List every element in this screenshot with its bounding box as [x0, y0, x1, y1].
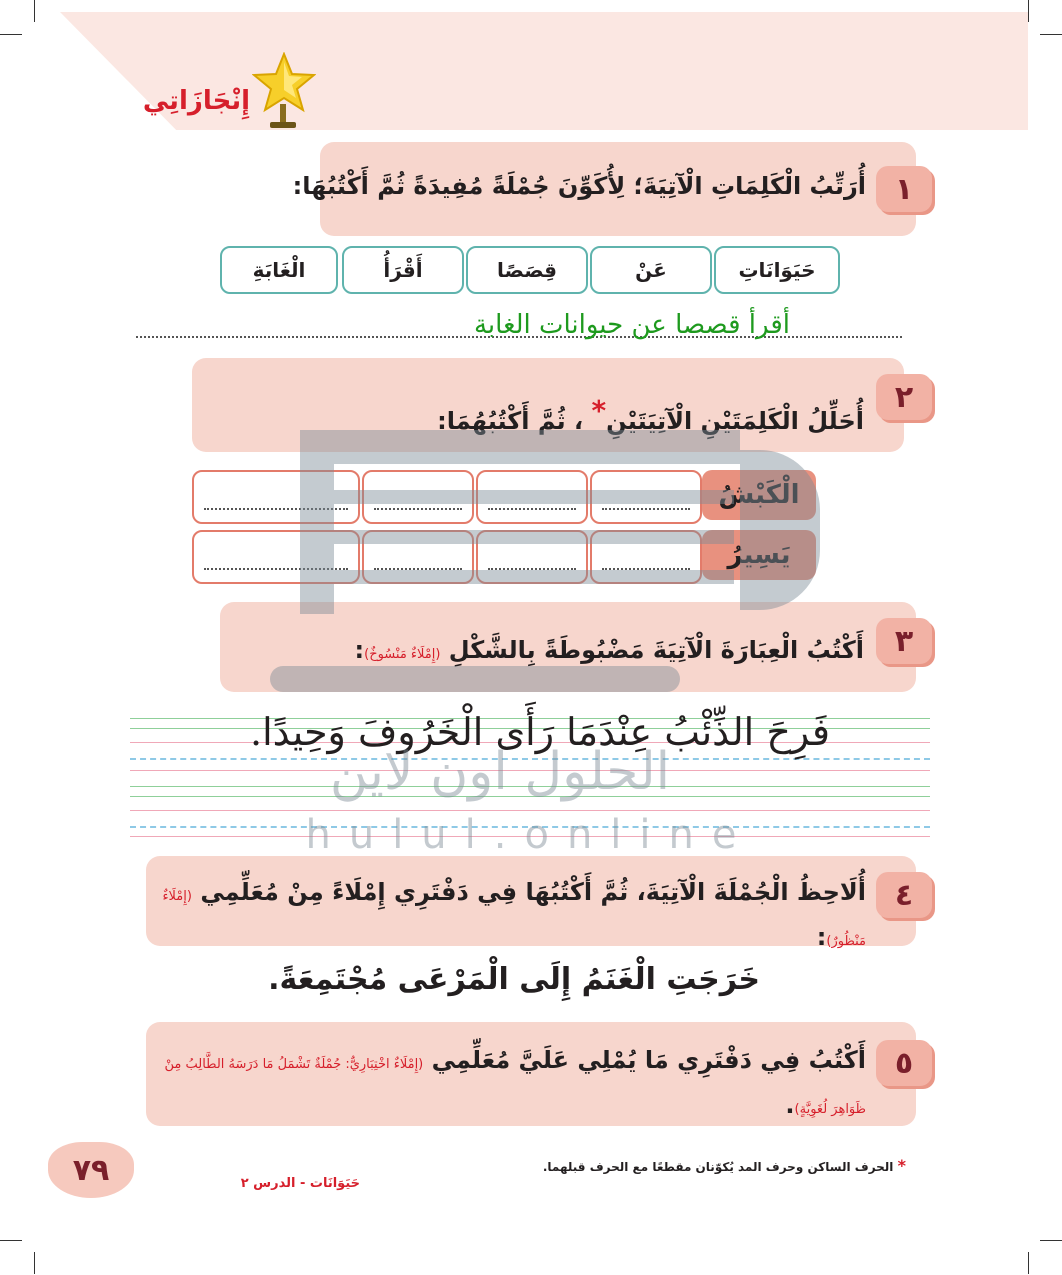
question-3-instruction [250, 636, 864, 664]
crop-mark [0, 34, 22, 35]
syllable-box[interactable] [476, 530, 588, 584]
syllable-box[interactable] [590, 530, 702, 584]
instruction-text: أُلَاحِظُ الْجُمْلَةَ الْآتِيَةَ، ثُمَّ أَكْتُبُهَا فِي دَفْتَرِي إِمْلَاءً مِنْ مُعَلِّمِي [200, 878, 866, 906]
footnote-star: * [591, 394, 607, 427]
syllable-box[interactable] [192, 470, 360, 524]
dictation-sentence: خَرَجَتِ الْغَنَمُ إِلَى الْمَرْعَى مُجْتَمِعَةً. [268, 962, 760, 997]
question-5-instruction [156, 1040, 866, 1130]
question-1-instruction: أُرَتِّبُ الْكَلِمَاتِ الْآتِيَةَ؛ لِأُكَوِّنَ جُمْلَةً مُفِيدَةً ثُمَّ أَكْتُبُهَا: [292, 172, 866, 200]
instruction-colon: : [354, 636, 365, 664]
footnote [420, 1156, 906, 1175]
word-to-split: يَسِيرُ [702, 530, 816, 580]
lesson-label: حَيَوَانَات - الدرس ٢ [240, 1176, 360, 1191]
question-number: ١ [876, 166, 932, 212]
word-card: أَقْرَأُ [342, 246, 464, 294]
instruction-text: أَكْتُبُ الْعِبَارَةَ الْآتِيَةَ مَضْبُوطَةً بِالشَّكْلِ [448, 636, 864, 664]
footnote-text: الحرف الساكن وحرف المد يُكوّنان مقطعًا مع الحرف قبلهما. [542, 1160, 894, 1174]
crop-mark [1040, 34, 1062, 35]
watermark-latin: hulul.online [305, 812, 755, 858]
question-number: ٢ [876, 374, 932, 420]
syllable-box[interactable] [362, 530, 474, 584]
crop-mark [1028, 0, 1029, 22]
word-card: الْغَابَةِ [220, 246, 338, 294]
instruction-end: . [785, 1091, 795, 1119]
instruction-colon: : [816, 923, 827, 951]
question-number: ٤ [876, 872, 932, 918]
dictation-type-note: (إِمْلَاءٌ مَنْسُوخٌ) [364, 647, 441, 662]
word-to-split: الْكَبْشُ [702, 470, 816, 520]
crop-mark [34, 0, 35, 22]
watermark-arabic: الحلول اون لاين [329, 742, 671, 802]
crop-mark [1040, 1240, 1062, 1241]
word-card: حَيَوَانَاتِ [714, 246, 840, 294]
dictation-type-note: (إِمْلَاءٌ اخْتِبَارِيٌّ: جُمْلَةٌ تَشْمَلُ مَا دَرَسَهُ الطَّالِبُ مِنْ ظَوَاهِرَ لُغَوِيَّةٍ) [164, 1057, 866, 1117]
crop-mark [1028, 1252, 1029, 1274]
question-2-instruction [330, 394, 864, 435]
handwritten-answer: أقرأ قصصا عن حيوانات الغابة [473, 310, 790, 340]
syllable-box[interactable] [192, 530, 360, 584]
syllable-box[interactable] [362, 470, 474, 524]
word-card: عَنْ [590, 246, 712, 294]
copy-sentence: فَرِحَ الذِّئْبُ عِنْدَمَا رَأَى الْخَرُوفَ وَحِيدًا. [250, 710, 830, 754]
dictation-type-note: (إِمْلَاءٌ مَنْظُورٌ) [162, 889, 866, 949]
page-number: ٧٩ [48, 1142, 134, 1198]
syllable-box[interactable] [590, 470, 702, 524]
crop-mark [0, 1240, 22, 1241]
question-number: ٣ [876, 618, 932, 664]
word-card: قِصَصًا [466, 246, 588, 294]
question-4-instruction [156, 872, 866, 962]
question-number: ٥ [876, 1040, 932, 1086]
star-trophy-icon [252, 52, 316, 132]
crop-mark [34, 1252, 35, 1274]
syllable-box[interactable] [476, 470, 588, 524]
instruction-text: ، ثُمَّ أَكْتُبُهُمَا: [437, 407, 584, 435]
instruction-text: أُحَلِّلُ الْكَلِمَتَيْنِ الْآتِيَتَيْنِ [606, 407, 864, 435]
instruction-text: أَكْتُبُ فِي دَفْتَرِي مَا يُمْلِي عَلَيَّ مُعَلِّمِي [431, 1046, 866, 1074]
footnote-star: * [897, 1156, 906, 1175]
page-title: إِنْجَازَاتِي [142, 86, 250, 116]
